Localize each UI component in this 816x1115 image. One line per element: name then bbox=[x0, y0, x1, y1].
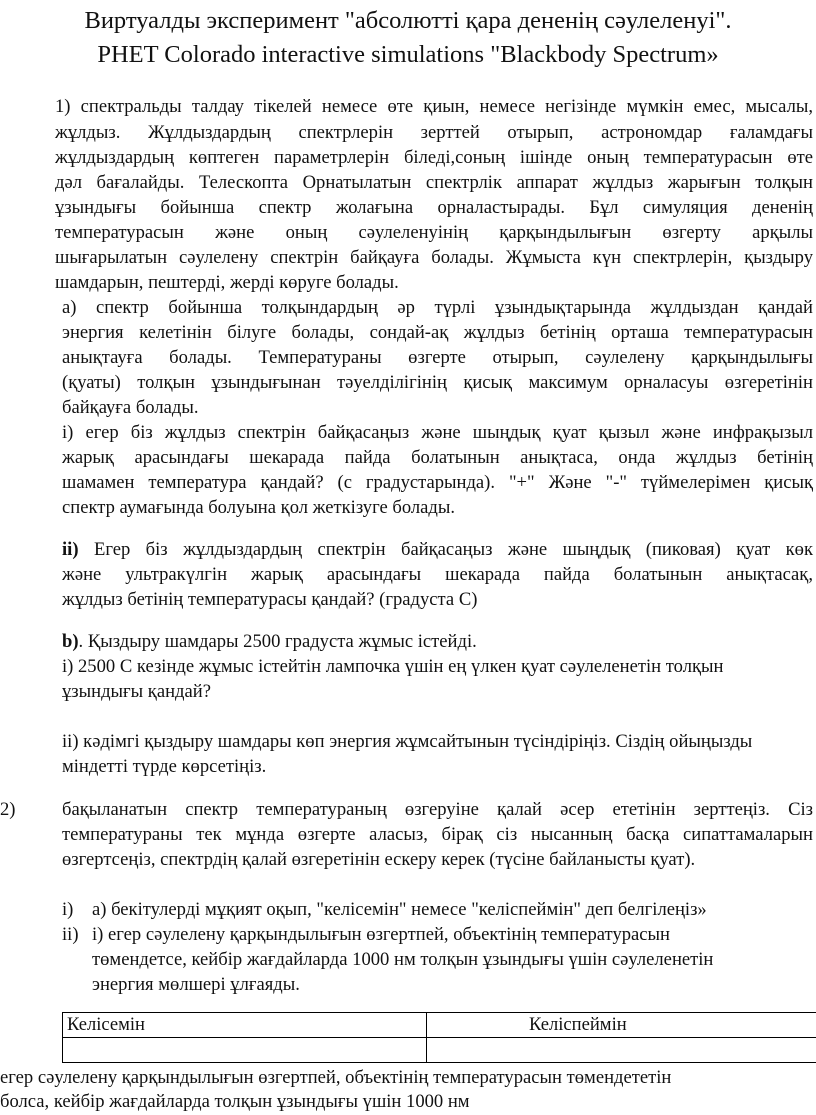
q1-intro-line: температурасын және оның сәулеленуінің қарқындылығын өзгерту арқылы bbox=[55, 222, 813, 243]
q1-ii-label: ii) bbox=[62, 539, 79, 560]
q2-line: өзгертсеңіз, спектрдің қалай өзгеретінін ескеру керек (түсіне байланысты қуат). bbox=[62, 849, 696, 870]
q1-i-line: спектр аумағында болуына қол жеткізуге болады. bbox=[62, 497, 456, 518]
page-title-line-1: Виртуалды эксперимент "абсолютті қара дененің сәулеленуі". bbox=[84, 7, 732, 34]
q1-a-line: а) спектр бойынша толқындардың әр түрлі ұзындықтарында жұлдыздан қандай bbox=[62, 297, 813, 318]
q1-ii-line: жұлдыз бетінің температурасы қандай? (градуста С) bbox=[62, 589, 478, 610]
q2-number: 2) bbox=[0, 799, 16, 820]
table-row bbox=[63, 1038, 816, 1063]
q1-b-i-line: ұзындығы қандай? bbox=[62, 681, 211, 702]
q2-after-line: болса, кейбір жағдайларда толқын ұзындығы үшін 1000 нм bbox=[0, 1091, 470, 1112]
q1-intro-line: шамдарын, пештерді, жерді көруге болады. bbox=[55, 272, 399, 293]
q1-ii-line bbox=[62, 538, 813, 562]
q1-intro-line: жұлдыз. Жұлдыздардың спектрлерін зерттей отырып, астрономдар ғаламдағы bbox=[55, 122, 813, 143]
q1-a-line: байқауға болады. bbox=[62, 397, 199, 418]
q1-intro-line: шығарылатын сәулелену спектрін байқауға болады. Жұмыста күн спектрлерін, қыздыру bbox=[55, 247, 813, 268]
agree-cell[interactable] bbox=[63, 1038, 427, 1063]
q2-item-line: а) бекітулерді мұқият оқып, "келісемін" немесе "келіспеймін" деп белгілеңіз» bbox=[92, 899, 707, 920]
q1-intro-line: жұлдыздардың көптеген параметрлерін біледі,соның ішінде оның температурасын өте bbox=[55, 147, 813, 168]
q1-a-line: энергия келетінін білуге болады, сондай-ақ жұлдыз бетінің орташа температурасын bbox=[62, 322, 813, 343]
q1-i-line: жарық арасындағы шекарада пайда болатынын анықтаса, онда жұлдыз бетінің bbox=[62, 447, 813, 468]
table-header-row bbox=[63, 1013, 816, 1038]
agree-header: Келісемін bbox=[63, 1013, 427, 1038]
disagree-cell[interactable] bbox=[427, 1038, 816, 1063]
q2-item-marker: i) bbox=[62, 899, 74, 920]
q1-ii-line: және ультракүлгін жарық арасындағы шекарада пайда болатынын анықтасақ, bbox=[62, 564, 813, 585]
q1-intro-line: дәл бағалайды. Телескопта Орнатылатын спектрлік аппарат жұлдыз жарығын толқын bbox=[55, 172, 813, 193]
q2-after-line: егер сәулелену қарқындылығын өзгертпей, объектінің температурасын төмендететін bbox=[0, 1067, 672, 1088]
q1-a-line: анықтауға болады. Температураны өзгерте отырып, сәулелену қарқындылығы bbox=[62, 347, 813, 368]
q2-item-line: төмендетсе, кейбір жағдайларда 1000 нм толқын ұзындығы үшін сәулеленетін bbox=[92, 949, 714, 970]
q1-intro-line: 1) спектральды талдау тікелей немесе өте қиын, немесе негізінде мүмкін емес, мысалы, bbox=[55, 96, 813, 117]
q2-line: температураны тек мұнда өзгерте аласыз, бірақ сіз нысанның басқа сипаттамаларын bbox=[62, 824, 813, 845]
q1-intro-line: ұзындығы бойынша спектр жолағына орналастырады. Бұл симуляция дененің bbox=[55, 197, 813, 218]
q1-b-line bbox=[62, 630, 477, 654]
q2-item-marker: ii) bbox=[62, 924, 79, 945]
q2-item-line: і) егер сәулелену қарқындылығын өзгертпей, объектінің температурасын bbox=[92, 924, 670, 945]
agree-disagree-table bbox=[62, 1012, 816, 1063]
q1-b-text: . Қыздыру шамдары 2500 градуста жұмыс істейді. bbox=[78, 631, 477, 652]
q1-b-label: b) bbox=[62, 631, 79, 652]
q1-b-i-line: і) 2500 С кезінде жұмыс істейтін лампочка үшін ең үлкен қуат сәулеленетін толқын bbox=[62, 656, 724, 677]
q1-i-line: шамамен температура қандай? (с градустарында). "+" Және "-" түймелерімен қисық bbox=[62, 472, 813, 493]
q2-item-line: энергия мөлшері ұлғаяды. bbox=[92, 974, 300, 995]
q1-b-ii-line: міндетті түрде көрсетіңіз. bbox=[62, 756, 267, 777]
page-title-line-2: PHET Colorado interactive simulations "Blackbody Spectrum» bbox=[97, 41, 719, 68]
q1-b-ii-line: іі) кәдімгі қыздыру шамдары көп энергия жұмсайтынын түсіндіріңіз. Сіздің ойыңызды bbox=[62, 731, 753, 752]
disagree-header: Келіспеймін bbox=[427, 1013, 816, 1038]
q1-a-line: (қуаты) толқын ұзындығынан тәуелділігінің қисық максимум орналасуы өзгеретінін bbox=[62, 372, 813, 393]
q1-ii-text: Егер біз жұлдыздардың спектрін байқасаңыз және шыңдық (пиковая) қуат көк bbox=[78, 539, 813, 560]
q1-i-line: і) егер біз жұлдыз спектрін байқасаңыз және шыңдық қуат қызыл және инфрақызыл bbox=[62, 422, 813, 443]
q2-line: бақыланатын спектр температураның өзгеруіне қалай әсер ететінін зерттеңіз. Сіз bbox=[62, 799, 813, 820]
